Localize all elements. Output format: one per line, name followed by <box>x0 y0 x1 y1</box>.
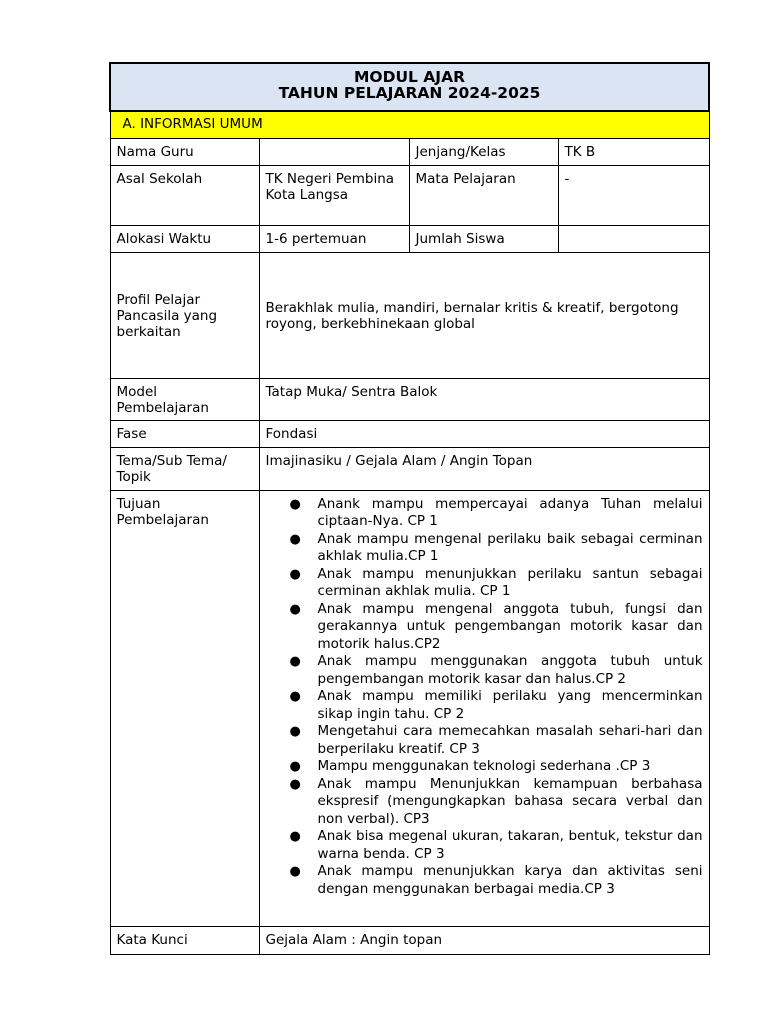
section-heading: A. INFORMASI UMUM <box>110 111 709 138</box>
list-item: ● Anank mampu mempercayai adanya Tuhan melalui ciptaan-Nya. CP 1 <box>289 495 703 529</box>
bullet-icon: ● <box>289 566 301 582</box>
jenjang-label: Jenjang/Kelas <box>409 138 558 165</box>
asal-sekolah-label: Asal Sekolah <box>110 165 259 225</box>
model-pembelajaran-label: Model Pembelajaran <box>110 378 259 420</box>
mata-pelajaran-label: Mata Pelajaran <box>409 165 558 225</box>
list-item: ● Anak mampu Menunjukkan kemampuan berbahasa ekspresif (mengungkapkan bahasa secara verbal dan non verbal). CP3 <box>289 775 703 827</box>
jumlah-siswa-value <box>558 225 709 252</box>
jumlah-siswa-label: Jumlah Siswa <box>409 225 558 252</box>
bullet-icon: ● <box>289 531 301 547</box>
list-item: ● Mengetahui cara memecahkan masalah sehari-hari dan berperilaku kreatif. CP 3 <box>289 723 703 757</box>
tema-label: Tema/Sub Tema/ Topik <box>110 447 259 490</box>
list-item: ● Anak mampu menunjukkan perilaku santun sebagai cerminan akhlak mulia. CP 1 <box>289 565 703 599</box>
title-block <box>110 63 709 111</box>
kata-kunci-label: Kata Kunci <box>110 926 259 954</box>
list-item: ● Anak mampu mengenal perilaku baik sebagai cerminan akhlak mulia.CP 1 <box>289 530 703 564</box>
list-item: ● Anak mampu mengenal anggota tubuh, fungsi dan gerakannya untuk pengembangan motorik kasar dan motorik halus.CP2 <box>289 600 703 652</box>
profil-pelajar-label: Profil Pelajar Pancasila yang berkaitan <box>110 252 259 378</box>
tujuan-pembelajaran-value <box>259 490 709 926</box>
tujuan-list <box>266 496 703 899</box>
fase-value: Fondasi <box>259 420 709 447</box>
document-title: MODUL AJAR <box>353 68 466 86</box>
bullet-icon: ● <box>289 496 301 512</box>
mata-pelajaran-value: - <box>558 165 709 225</box>
list-item: ● Anak mampu menunjukkan karya dan aktivitas seni dengan menggunakan berbagai media.CP 3 <box>289 863 703 897</box>
list-item: ● Anak mampu memiliki perilaku yang mencerminkan sikap ingin tahu. CP 2 <box>289 688 703 722</box>
list-item: ● Mampu menggunakan teknologi sederhana .CP 3 <box>289 758 651 774</box>
list-item: ● Anak mampu menggunakan anggota tubuh untuk pengembangan motorik kasar dan halus.CP 2 <box>289 653 703 687</box>
modul-ajar-table <box>109 62 710 955</box>
list-item: ● Anak bisa megenal ukuran, takaran, bentuk, tekstur dan warna benda. CP 3 <box>289 828 703 862</box>
bullet-icon: ● <box>289 776 301 792</box>
asal-sekolah-value: TK Negeri Pembina Kota Langsa <box>259 165 409 225</box>
bullet-icon: ● <box>289 759 301 774</box>
bullet-icon: ● <box>289 601 301 617</box>
tema-value: Imajinasiku / Gejala Alam / Angin Topan <box>259 447 709 490</box>
nama-guru-label: Nama Guru <box>110 138 259 165</box>
bullet-icon: ● <box>289 829 301 844</box>
fase-label: Fase <box>110 420 259 447</box>
jenjang-value: TK B <box>558 138 709 165</box>
bullet-icon: ● <box>289 654 301 669</box>
model-pembelajaran-value: Tatap Muka/ Sentra Balok <box>259 378 709 420</box>
tujuan-pembelajaran-label: Tujuan Pembelajaran <box>110 490 259 926</box>
alokasi-waktu-value: 1-6 pertemuan <box>259 225 409 252</box>
bullet-icon: ● <box>289 689 301 704</box>
alokasi-waktu-label: Alokasi Waktu <box>110 225 259 252</box>
document-subtitle: TAHUN PELAJARAN 2024-2025 <box>278 84 541 102</box>
bullet-icon: ● <box>289 864 301 879</box>
nama-guru-value <box>259 138 409 165</box>
profil-pelajar-value: Berakhlak mulia, mandiri, bernalar kritis & kreatif, bergotong royong, berkebhinekaan global <box>259 252 709 378</box>
bullet-icon: ● <box>289 724 301 739</box>
kata-kunci-value: Gejala Alam : Angin topan <box>259 926 709 954</box>
